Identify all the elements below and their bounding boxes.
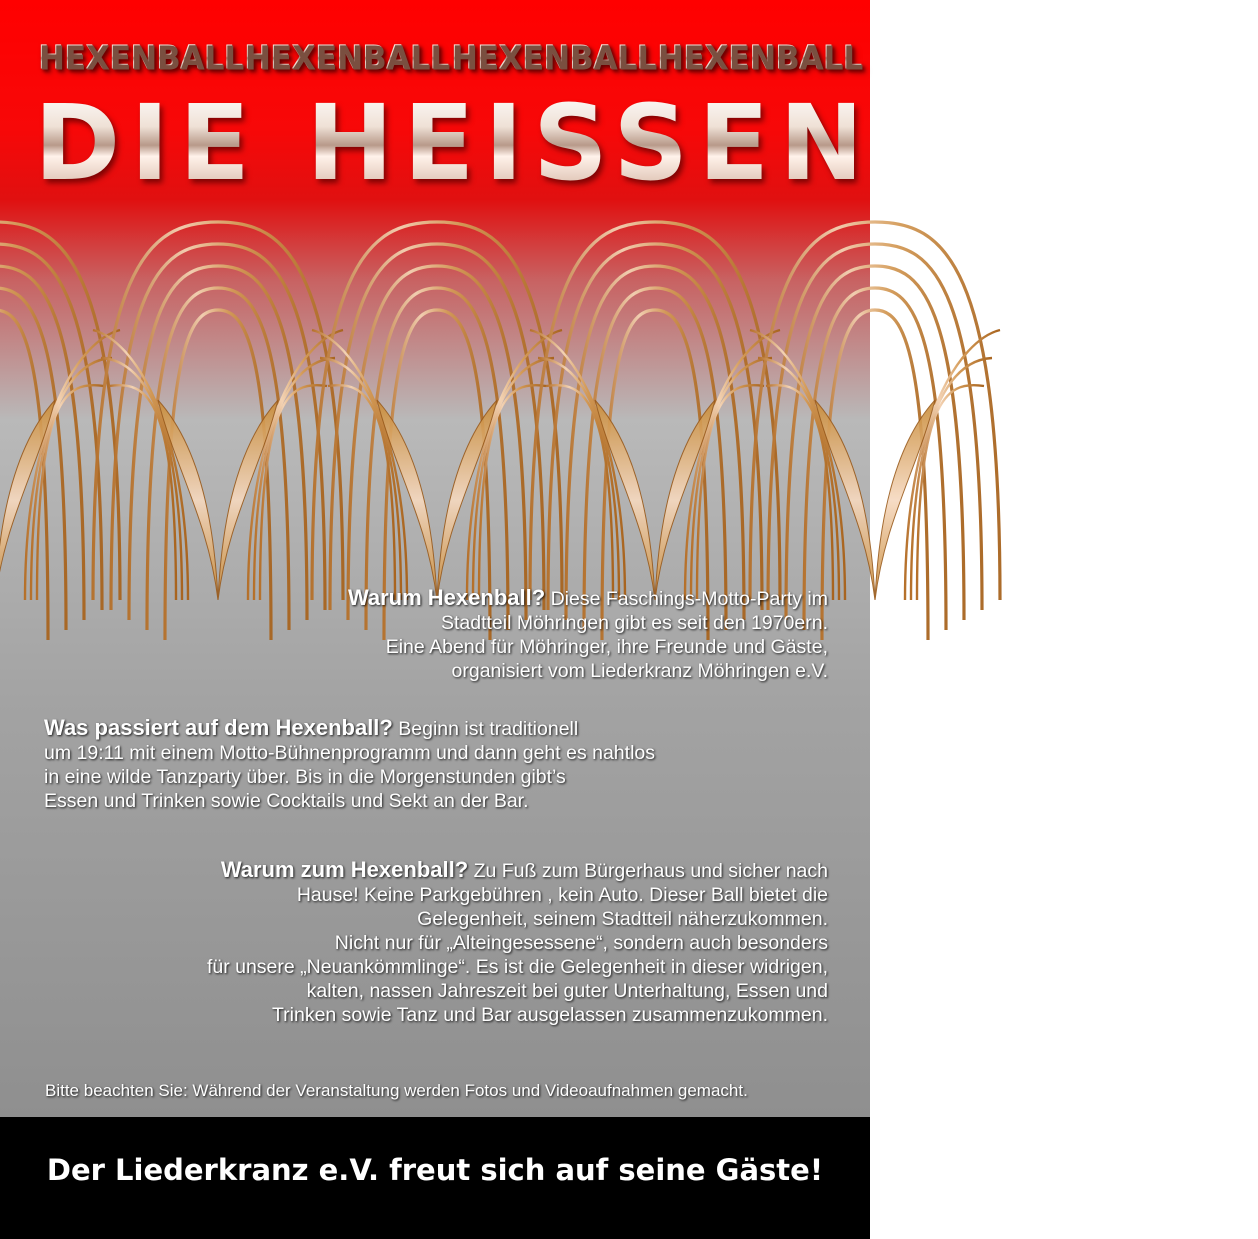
paragraph-line: für unsere „Neuankömmlinge“. Es ist die Gelegenheit in dieser widrigen, [206, 956, 828, 978]
photo-notice: Bitte beachten Sie: Während der Veranstaltung werden Fotos und Videoaufnahmen gemacht. [45, 1081, 748, 1100]
paragraph-line: Diese Faschings-Motto-Party im [545, 588, 828, 610]
paragraph-line: Stadtteil Möhringen gibt es seit den 1970ern. [440, 612, 828, 634]
paragraph-why-to [68, 858, 828, 1027]
paragraph-heading: Warum Hexenball? [347, 585, 546, 610]
poster-title: DIE HEISSEN 20ER [34, 82, 1258, 204]
paragraph-what [44, 716, 804, 813]
paragraph-line: Hause! Keine Parkgebühren , kein Auto. Dieser Ball bietet die [296, 884, 828, 906]
paragraph-line: in eine wilde Tanzparty über. Bis in die Morgenstunden gibt’s [44, 766, 566, 788]
paragraph-why [228, 586, 828, 683]
paragraph-line: Trinken sowie Tanz und Bar ausgelassen zusammenzukommen. [271, 1004, 828, 1026]
paragraph-heading: Was passiert auf dem Hexenball? [44, 715, 393, 740]
paragraph-heading: Warum zum Hexenball? [220, 857, 469, 882]
paragraph-line: organisiert vom Liederkranz Möhringen e.V. [451, 660, 828, 682]
paragraph-line: Gelegenheit, seinem Stadtteil näherzukommen. [417, 908, 828, 930]
hexenball-word: HEXENBALL [451, 39, 657, 77]
paragraph-line: Nicht nur für „Alteingesessene“, sondern auch besonders [334, 932, 828, 954]
footer-text: Der Liederkranz e.V. freut sich auf seine Gäste! [46, 1153, 824, 1187]
hexenball-word: HEXENBALL [38, 39, 244, 77]
paragraph-line: um 19:11 mit einem Motto-Bühnenprogramm und dann geht es nahtlos [44, 742, 655, 764]
paragraph-line: kalten, nassen Jahreszeit bei guter Unterhaltung, Essen und [306, 980, 828, 1002]
paragraph-line: Zu Fuß zum Bürgerhaus und sicher nach [468, 860, 828, 882]
hexenball-word: HEXENBALL [244, 39, 450, 77]
paragraph-line: Essen und Trinken sowie Cocktails und Sekt an der Bar. [44, 790, 529, 812]
paragraph-line: Eine Abend für Möhringer, ihre Freunde und Gäste, [385, 636, 828, 658]
hexenball-word: HEXENBALL [657, 39, 863, 77]
paragraph-line: Beginn ist traditionell [392, 718, 579, 740]
hexenball-title-row [0, 40, 870, 80]
